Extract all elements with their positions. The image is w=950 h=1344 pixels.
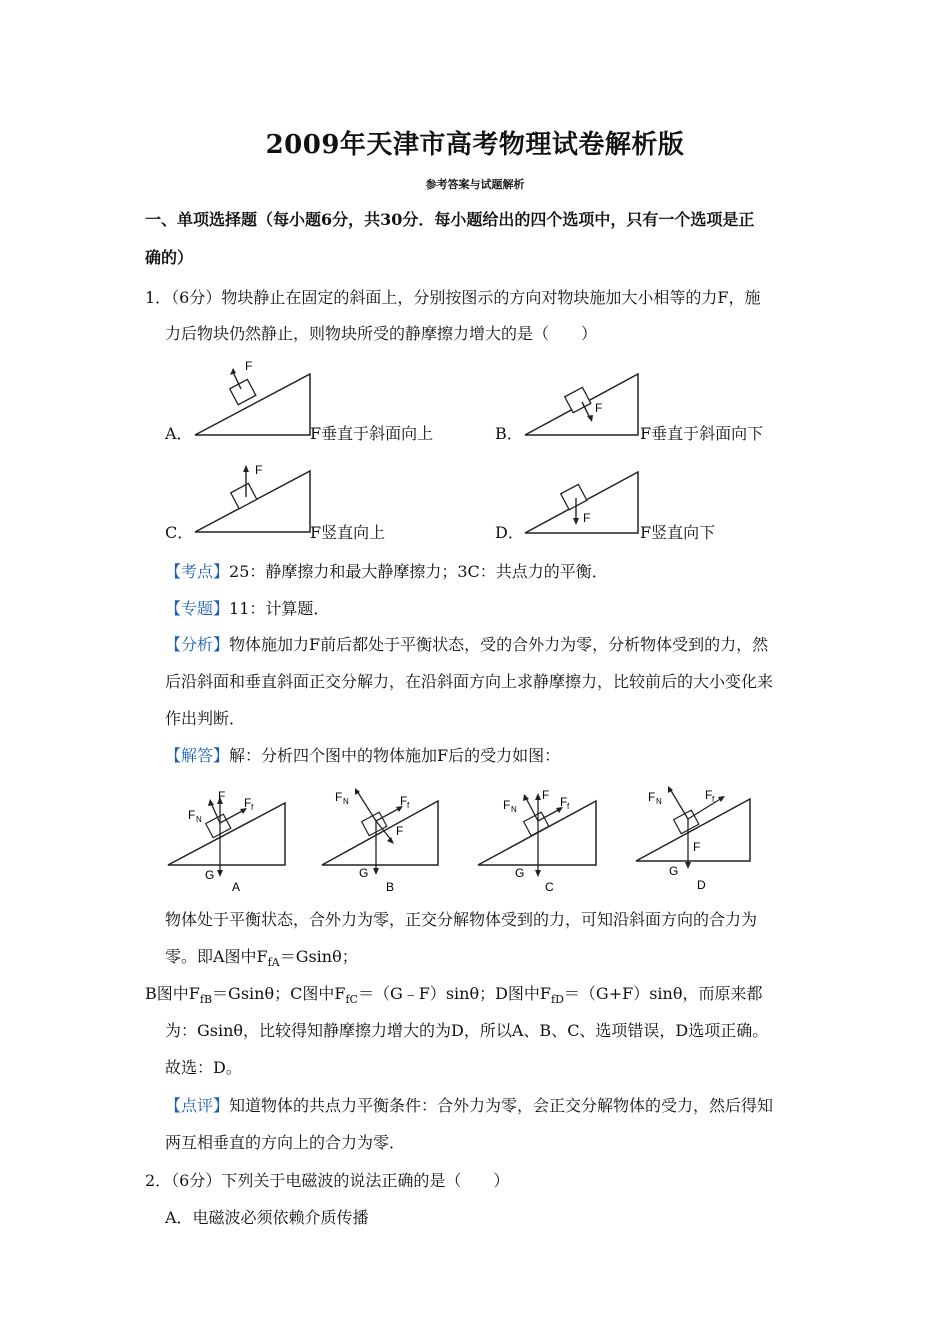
svg-text:f: f [407, 801, 410, 810]
svg-text:F: F [693, 840, 701, 854]
page-title: 2009年天津市高考物理试卷解析版 [265, 130, 685, 160]
svg-text:N: N [656, 797, 662, 806]
option-d-figure [520, 470, 645, 538]
option-a-text: F垂直于斜面向上 [310, 424, 434, 443]
svg-text:F: F [335, 790, 343, 804]
kaodian-text: 25：静摩擦力和最大静摩擦力；3C：共点力的平衡． [229, 562, 608, 581]
fenxi-text1: 物体施加力F前后都处于平衡状态，受的合外力为零，分析物体受到的力，然 [229, 635, 769, 654]
svg-text:G: G [359, 866, 369, 880]
section-heading-line2: 确的） [145, 248, 194, 267]
solution-line4: 为：Gsinθ，比较得知静摩擦力增大的为D，所以A、B、C、选项错误，D选项正确。 [165, 1021, 769, 1040]
force-label: F [595, 401, 603, 415]
svg-text:G: G [515, 866, 525, 880]
option-c-label[interactable]: C． [165, 523, 194, 542]
option-d-label[interactable]: D． [495, 523, 524, 542]
option-b-figure [520, 370, 645, 440]
solution-line3: B图中$F_{fB}=Gsin\theta$；C图中$F_{fC}=(G﹣F)\sin\theta$；D图中$F_{fD}=(G+F)\sin\theta$，而原来都 [145, 984, 763, 1007]
fenxi-tag: 【分析】 [165, 635, 230, 654]
svg-text:F: F [560, 795, 568, 809]
solution-line1: 物体处于平衡状态，合外力为零，正交分解物体受到的力，可知沿斜面方向的合力为 [165, 910, 758, 929]
force-label: F [255, 463, 263, 477]
svg-text:f: f [712, 795, 715, 804]
force-diagrams [160, 785, 800, 897]
q2-option-a[interactable]: A．电磁波必须依赖介质传播 [165, 1208, 369, 1227]
svg-text:f: f [251, 803, 254, 812]
kaodian-tag: 【考点】 [165, 562, 230, 581]
jieda-text: 解：分析四个图中的物体施加F后的受力如图： [229, 746, 561, 765]
force-label: F [583, 511, 591, 525]
svg-text:F: F [400, 794, 408, 808]
force-diagram-c [478, 788, 596, 894]
fenxi-line1 [165, 633, 845, 657]
svg-text:F: F [396, 824, 404, 838]
dianping-line1: 【点评】知道物体的共点力平衡条件：合外力为零，会正交分解物体的受力，然后得知 [165, 1096, 774, 1115]
svg-text:N: N [511, 805, 517, 814]
svg-text:F: F [705, 788, 713, 802]
fn-label: F [188, 808, 196, 822]
solution-answer: 故选：D。 [165, 1058, 242, 1077]
option-a-figure [190, 356, 315, 440]
kaodian-line [165, 560, 845, 584]
svg-text:N: N [196, 815, 202, 824]
svg-text:f: f [567, 802, 570, 811]
option-b-label[interactable]: B． [495, 424, 523, 443]
jieda-tag: 【解答】 [165, 746, 230, 765]
q1-stem-line2: 力后物块仍然静止，则物块所受的静摩擦力增大的是（ ） [165, 324, 598, 343]
svg-text:F: F [244, 796, 252, 810]
force-diagram-b [322, 788, 438, 894]
dianping-tag: 【点评】 [165, 1096, 230, 1115]
option-d-text: F竖直向下 [640, 523, 716, 542]
q1-stem-line1: 1．（6分）物块静止在固定的斜面上，分别按图示的方向对物块施加大小相等的力F，施 [145, 288, 761, 307]
page-subtitle: 参考答案与试题解析 [425, 178, 525, 191]
option-c-text: F竖直向上 [310, 523, 386, 542]
option-c-figure [190, 462, 315, 537]
svg-text:F: F [542, 788, 550, 802]
diagram-a-label: A [232, 880, 241, 894]
diagram-d-label: D [697, 878, 706, 892]
svg-text:F: F [503, 798, 511, 812]
q2-stem: 2．（6分）下列关于电磁波的说法正确的是（ ） [145, 1171, 510, 1190]
section-heading-line1: 一、单项选择题（每小题6分，共30分．每小题给出的四个选项中，只有一个选项是正 [145, 210, 755, 229]
zhuanti-text: 11：计算题． [229, 599, 330, 618]
diagram-c-label: C [545, 880, 554, 894]
option-a-label[interactable]: A． [165, 424, 193, 443]
zhuanti-tag: 【专题】 [165, 599, 230, 618]
force-diagram-a [168, 789, 285, 894]
fenxi-line2: 后沿斜面和垂直斜面正交分解力，在沿斜面方向上求静摩擦力，比较前后的大小变化来 [165, 672, 774, 691]
svg-text:F: F [218, 789, 226, 803]
force-diagram-d [636, 786, 750, 892]
svg-text:G: G [669, 864, 679, 878]
zhuanti-line [165, 597, 845, 621]
solution-line2: 零。即A图中$F_{fA}=Gsin\theta$； [165, 947, 358, 970]
dianping-line2: 两互相垂直的方向上的合力为零． [165, 1133, 406, 1152]
fenxi-line3: 作出判断． [165, 709, 246, 728]
svg-text:G: G [205, 868, 215, 882]
svg-text:F: F [648, 790, 656, 804]
diagram-b-label: B [386, 880, 395, 894]
svg-text:N: N [343, 797, 349, 806]
jieda-line [165, 744, 845, 768]
force-label: F [245, 359, 253, 373]
option-b-text: F垂直于斜面向下 [640, 424, 764, 443]
